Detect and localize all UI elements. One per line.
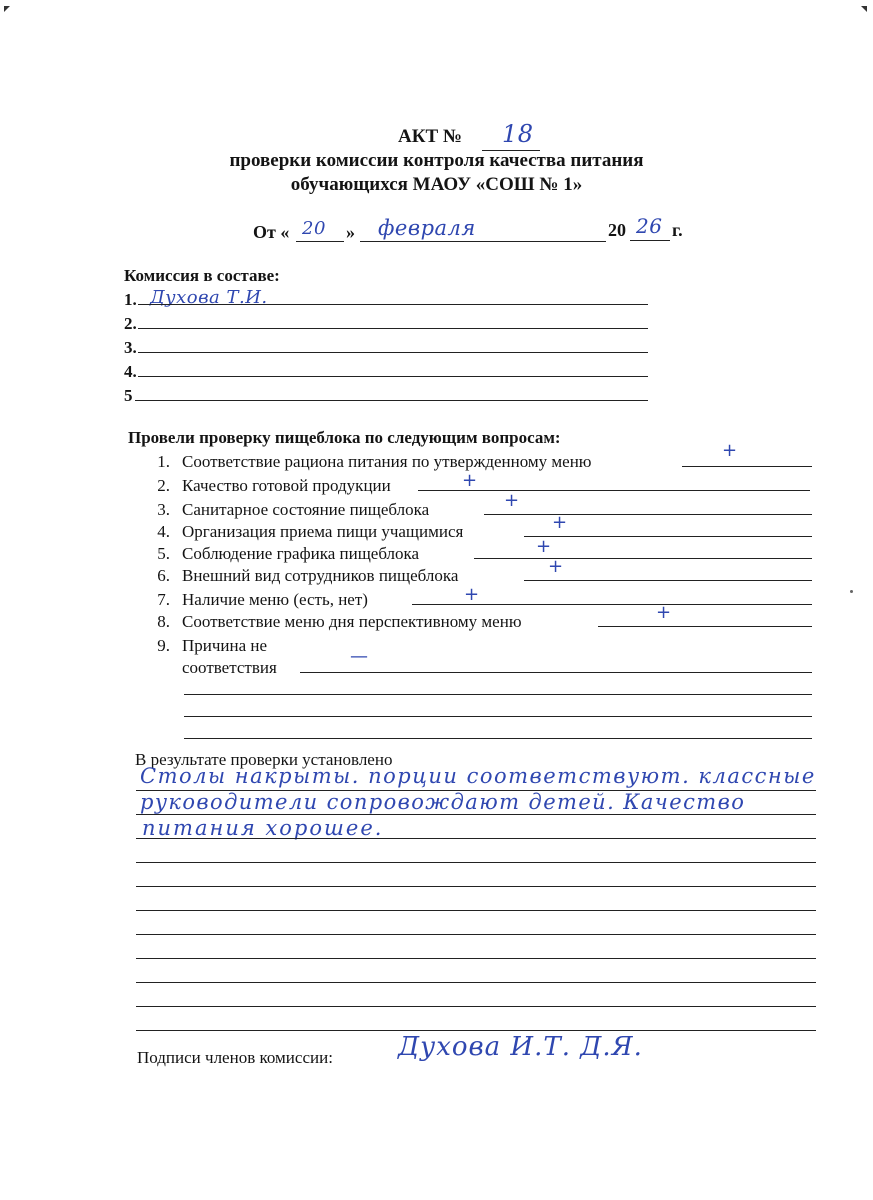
result-line-7: [136, 934, 816, 935]
item-line-5: [474, 558, 812, 559]
result-heading: В результате проверки установлено: [135, 750, 393, 769]
item-line-8: [598, 626, 812, 627]
member-num-3: 3.: [124, 338, 137, 357]
date-day-underline: [296, 241, 344, 242]
item-num-7: 7.: [157, 590, 170, 609]
item-mark-2: +: [462, 470, 478, 491]
date-close-quote: »: [346, 222, 355, 242]
item-line-4: [524, 536, 812, 537]
item-line-3: [484, 514, 812, 515]
member-num-4: 4.: [124, 362, 137, 381]
item-num-4: 4.: [157, 522, 170, 541]
subtitle-line-2: обучающихся МАОУ «СОШ № 1»: [290, 174, 583, 195]
item-text-4: Организация приема пищи учащимися: [182, 522, 464, 541]
member-num-5: 5: [124, 386, 133, 405]
member-line-5: [135, 400, 648, 401]
member-name-1: Духова Т.И.: [150, 287, 268, 308]
act-label: АКТ №: [398, 126, 463, 147]
item-text-2: Качество готовой продукции: [182, 476, 391, 495]
member-line-3: [138, 352, 648, 353]
item-text-9-line-1: Причина не: [182, 636, 268, 655]
item-line-9: [300, 672, 812, 673]
item-num-1: 1.: [157, 452, 170, 471]
item-num-8: 8.: [157, 612, 170, 631]
act-title: [398, 126, 462, 148]
date-month: февраля: [378, 216, 476, 240]
date-year-suffix: 26: [636, 214, 663, 238]
item-line-9-extra-2: [184, 716, 812, 717]
result-line-5: [136, 886, 816, 887]
item-text-9-line-2: соответствия: [182, 658, 277, 677]
date-day: 20: [302, 218, 326, 239]
item-mark-1: +: [722, 440, 738, 461]
date-prefix: От «: [253, 222, 290, 242]
item-num-6: 6.: [157, 566, 170, 585]
item-mark-5: +: [536, 536, 552, 557]
item-text-3: Санитарное состояние пищеблока: [182, 500, 430, 519]
item-num-2: 2.: [157, 476, 170, 495]
inspection-heading: Провели проверку пищеблока по следующим вопросам:: [128, 428, 561, 447]
item-mark-4: +: [552, 512, 568, 533]
item-line-1: [682, 466, 812, 467]
item-text-5: Соблюдение графика пищеблока: [182, 544, 420, 563]
date-year-underline: [630, 240, 670, 241]
subtitle-line-1: проверки комиссии контроля качества питания: [229, 150, 644, 171]
item-text-8: Соответствие меню дня перспективному меню: [182, 612, 522, 631]
member-line-1: [138, 304, 648, 305]
item-mark-7: +: [464, 584, 480, 605]
result-line-6: [136, 910, 816, 911]
scan-speck: [850, 590, 853, 593]
date-month-underline: [360, 241, 606, 242]
scan-corner-top-right: [861, 6, 867, 12]
act-number: 18: [502, 120, 534, 148]
item-text-1: Соответствие рациона питания по утвержденному меню: [182, 452, 592, 471]
result-line-3: [136, 838, 816, 839]
result-line-3-text: питания хорошее.: [142, 816, 384, 840]
signatures-handwritten: Духова И.Т. Д.Я.: [398, 1032, 643, 1062]
member-line-4: [138, 376, 648, 377]
date-year-prefix: 20: [608, 220, 626, 240]
scan-corner-top-left: [4, 6, 10, 12]
result-line-11: [136, 1030, 816, 1031]
commission-heading: Комиссия в составе:: [124, 266, 280, 285]
member-num-1: 1.: [124, 290, 137, 309]
item-mark-6: +: [548, 556, 564, 577]
result-line-10: [136, 1006, 816, 1007]
item-line-9-extra-1: [184, 694, 812, 695]
member-num-2: 2.: [124, 314, 137, 333]
signatures-label: Подписи членов комиссии:: [137, 1048, 333, 1067]
item-mark-9: —: [350, 646, 368, 667]
result-line-2: [136, 814, 816, 815]
result-line-9: [136, 982, 816, 983]
item-num-9: 9.: [157, 636, 170, 655]
item-num-5: 5.: [157, 544, 170, 563]
item-line-6: [524, 580, 812, 581]
date-year-unit: г.: [672, 220, 683, 240]
item-text-7: Наличие меню (есть, нет): [182, 590, 368, 609]
item-mark-3: +: [504, 490, 520, 511]
member-line-2: [138, 328, 648, 329]
item-line-9-extra-3: [184, 738, 812, 739]
result-line-8: [136, 958, 816, 959]
item-mark-8: +: [656, 602, 672, 623]
result-line-1-text: Столы накрыты. порции соответствуют. классные: [140, 764, 816, 788]
result-line-2-text: руководители сопровождают детей. Качество: [140, 790, 746, 814]
item-text-6: Внешний вид сотрудников пищеблока: [182, 566, 459, 585]
item-num-3: 3.: [157, 500, 170, 519]
result-line-4: [136, 862, 816, 863]
